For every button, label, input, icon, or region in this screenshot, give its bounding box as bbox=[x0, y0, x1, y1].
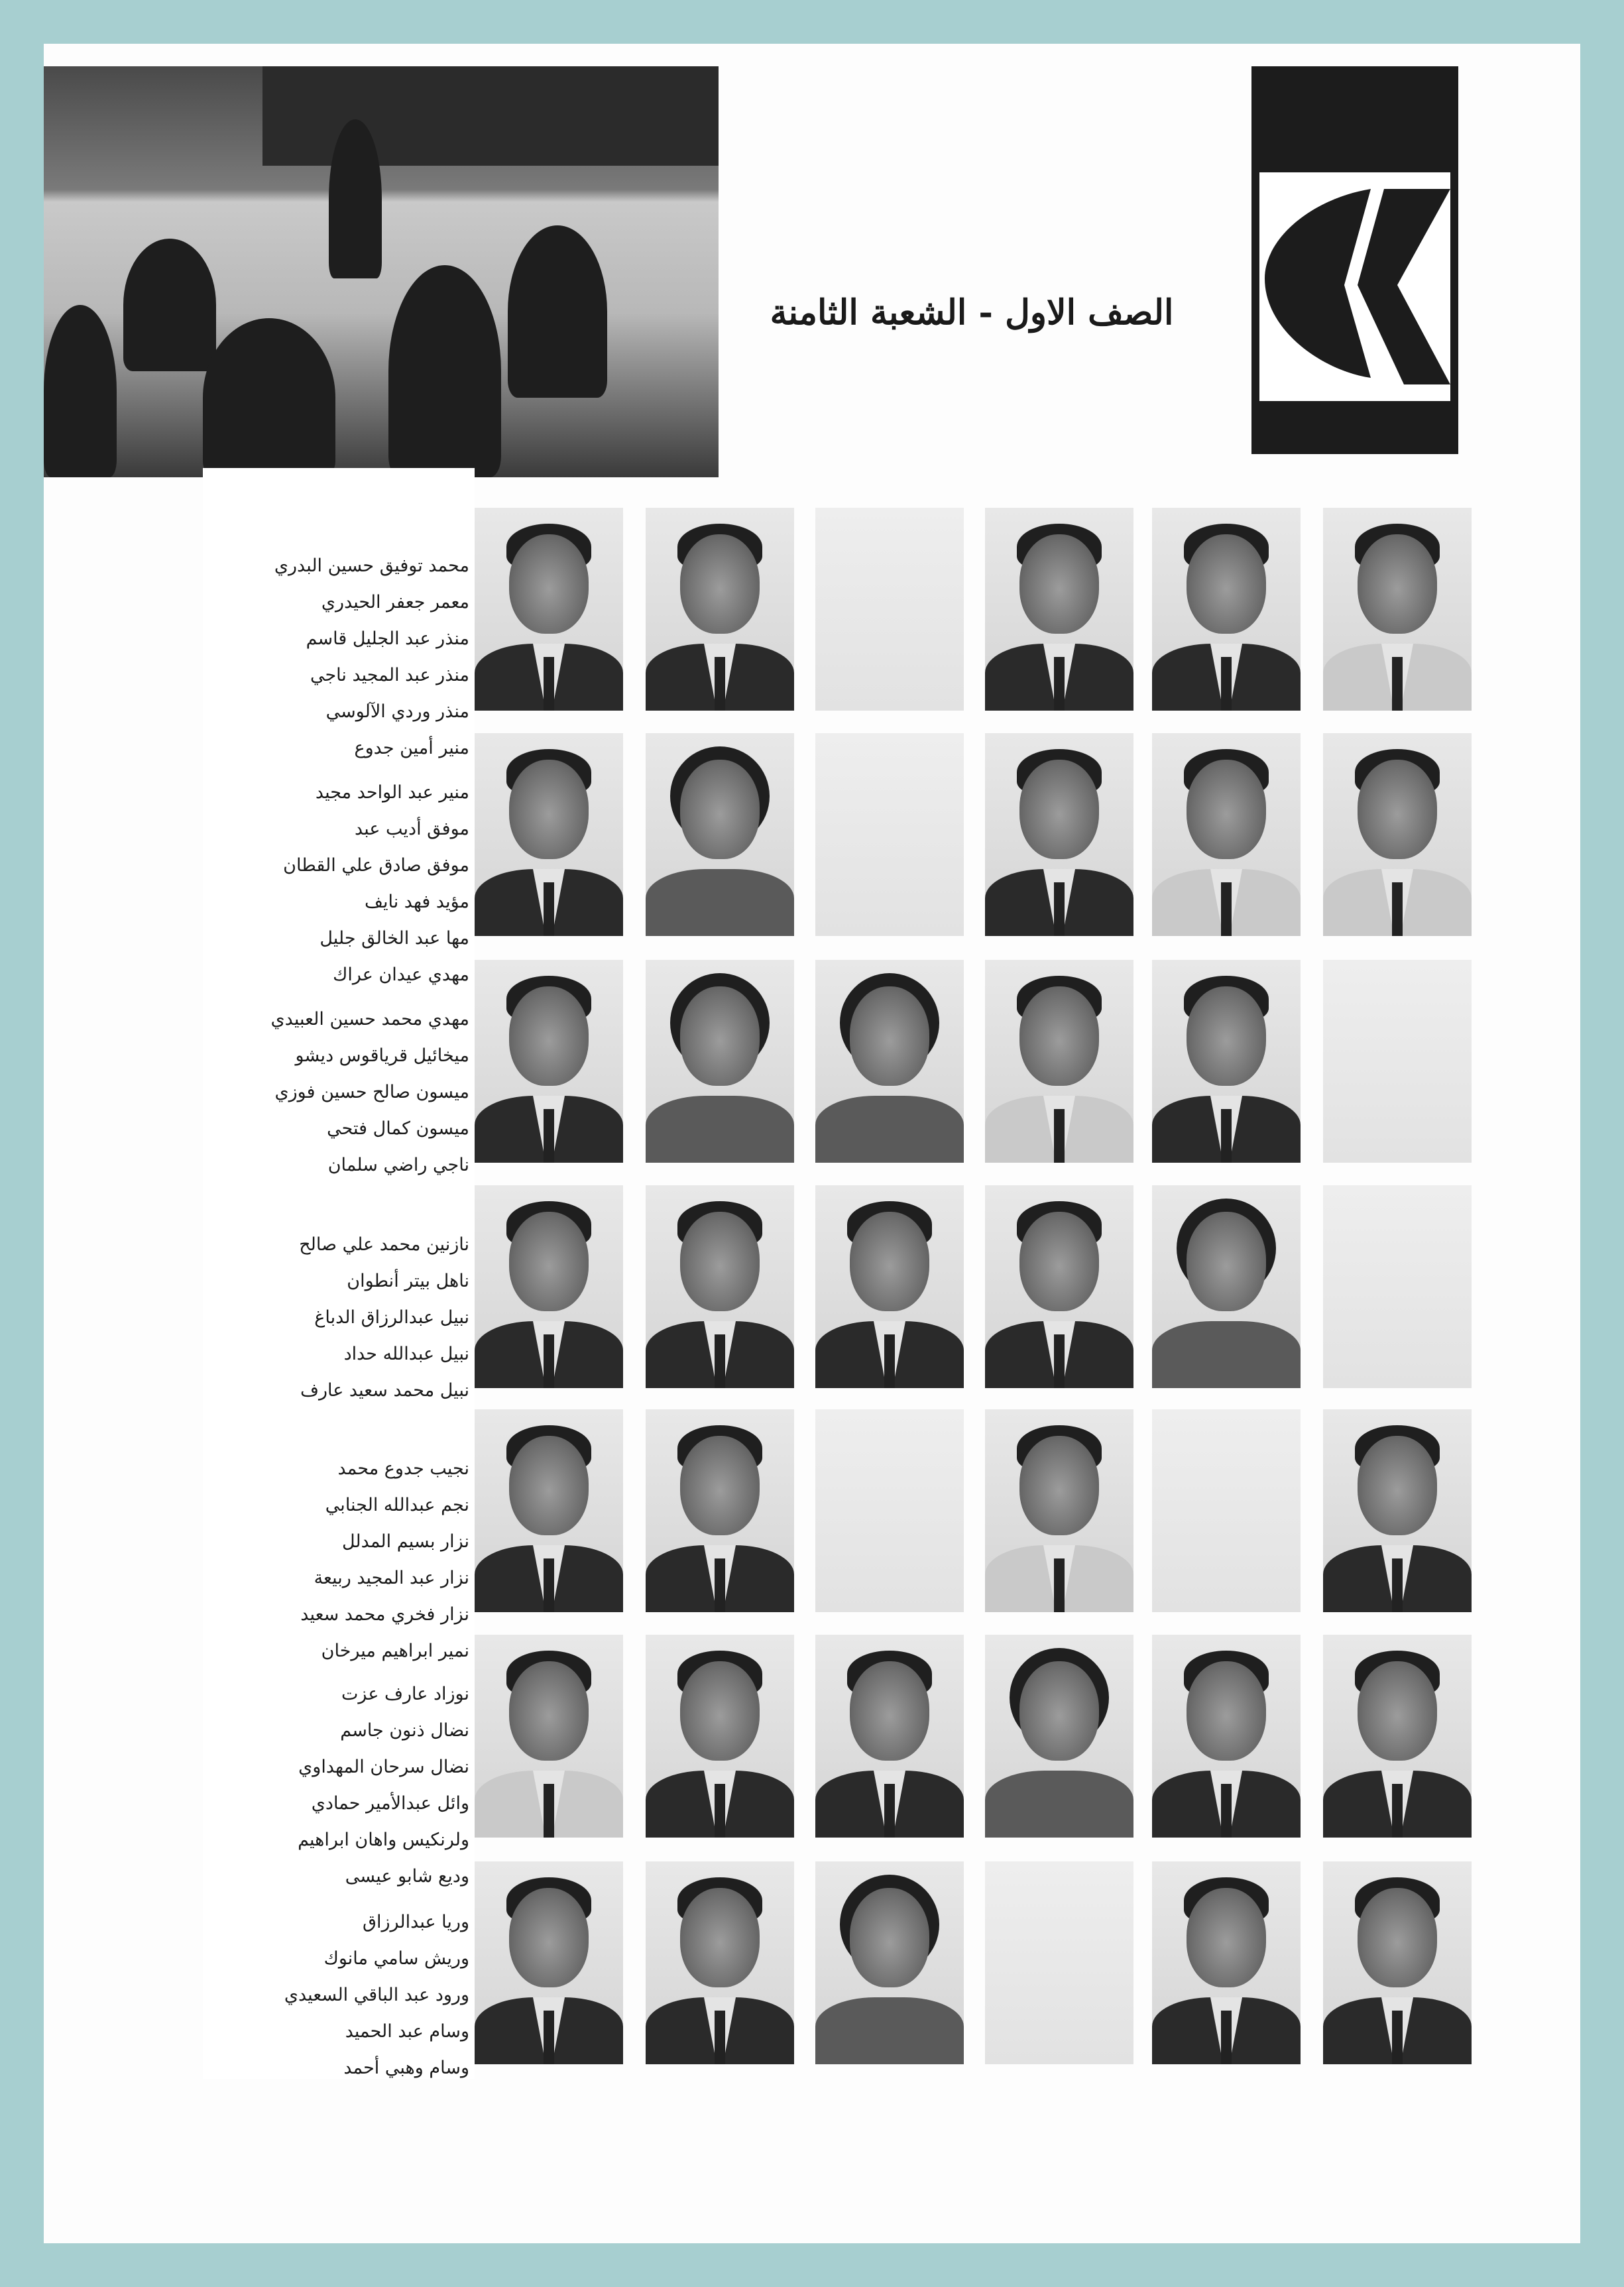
school-logo bbox=[1251, 66, 1458, 454]
student-name: نجم عبدالله الجنابي bbox=[325, 1495, 469, 1515]
student-name: نزار فخري محمد سعيد bbox=[300, 1604, 469, 1625]
student-portrait bbox=[815, 1861, 964, 2064]
student-name: منذر عبد المجيد ناجي bbox=[310, 665, 469, 685]
student-name: وريش سامي مانوك bbox=[323, 1948, 469, 1969]
student-portrait bbox=[1152, 1861, 1301, 2064]
empty-photo-slot bbox=[1152, 1409, 1301, 1612]
student-name: مهدي محمد حسين العبيدي bbox=[270, 1009, 469, 1029]
student-portrait bbox=[475, 960, 623, 1163]
student-portrait bbox=[1152, 1185, 1301, 1388]
name-group bbox=[203, 774, 475, 993]
student-name: نازنين محمد علي صالح bbox=[299, 1234, 469, 1255]
student-portrait bbox=[475, 508, 623, 711]
student-name: محمد توفيق حسين البدري bbox=[274, 556, 469, 576]
student-name: ميسون كمال فتحي bbox=[327, 1118, 469, 1139]
student-name: وسام عبد الحميد bbox=[345, 2021, 469, 2042]
student-portrait bbox=[646, 1861, 794, 2064]
student-portrait bbox=[646, 1635, 794, 1838]
student-portrait bbox=[1323, 1861, 1472, 2064]
empty-photo-slot bbox=[1323, 1185, 1472, 1388]
blackboard bbox=[262, 66, 719, 166]
student-portrait bbox=[475, 733, 623, 936]
student-portrait bbox=[1152, 733, 1301, 936]
student-name: نضال ذنون جاسم bbox=[340, 1720, 469, 1741]
logo-emblem-icon bbox=[1251, 66, 1458, 454]
student-portrait bbox=[1323, 733, 1472, 936]
student-name: ناهل بيتر أنطوان bbox=[347, 1271, 469, 1291]
student-portrait bbox=[1323, 1635, 1472, 1838]
student-portrait bbox=[646, 733, 794, 936]
student-name: وريا عبدالرزاق bbox=[363, 1912, 469, 1932]
student-portrait bbox=[1152, 1635, 1301, 1838]
student-portrait bbox=[985, 508, 1133, 711]
name-group bbox=[203, 1450, 475, 1669]
student-name: ورود عبد الباقي السعيدي bbox=[284, 1985, 469, 2005]
student-portrait bbox=[1323, 508, 1472, 711]
yearbook-page bbox=[44, 44, 1580, 2243]
student-portrait bbox=[815, 1185, 964, 1388]
name-group bbox=[203, 1676, 475, 1895]
student-name: ميسون صالح حسين فوزي bbox=[274, 1082, 469, 1102]
student-name: نبيل عبدالرزاق الدباغ bbox=[314, 1307, 469, 1328]
student-name: نزار عبد المجيد ربيعة bbox=[314, 1568, 469, 1588]
name-group bbox=[203, 1226, 475, 1409]
empty-photo-slot bbox=[815, 733, 964, 936]
student-name: ميخائيل قرياقوس ديشو bbox=[295, 1045, 469, 1066]
student-name: مهدي عيدان عراك bbox=[333, 965, 469, 985]
student-name: موفق أديب عبد bbox=[355, 819, 469, 839]
student-portrait bbox=[985, 733, 1133, 936]
student-portrait bbox=[646, 1185, 794, 1388]
student-name: ناجي راضي سلمان bbox=[327, 1155, 469, 1175]
name-group bbox=[203, 1904, 475, 2086]
student-portrait bbox=[646, 960, 794, 1163]
student-name: نجيب جدوع محمد bbox=[337, 1458, 469, 1479]
student-portrait bbox=[815, 960, 964, 1163]
student-name: نضال سرحان المهداوي bbox=[298, 1757, 469, 1777]
student-name: وديع شابو عيسى bbox=[345, 1866, 469, 1887]
student-portrait bbox=[985, 1635, 1133, 1838]
student-portrait bbox=[475, 1185, 623, 1388]
classroom-photo bbox=[44, 66, 719, 477]
student-portrait bbox=[1323, 1409, 1472, 1612]
student-name: معمر جعفر الحيدري bbox=[321, 592, 469, 613]
student-portrait bbox=[1152, 508, 1301, 711]
student-portrait bbox=[475, 1861, 623, 2064]
student-portrait bbox=[646, 1409, 794, 1612]
student-name: نمير ابراهيم ميرخان bbox=[321, 1641, 469, 1661]
student-name: ولرنكيس واهان ابراهيم bbox=[298, 1830, 469, 1850]
empty-photo-slot bbox=[985, 1861, 1133, 2064]
student-name: موفق صادق علي القطان bbox=[283, 855, 469, 876]
student-portrait bbox=[815, 1635, 964, 1838]
page-title: الصف الاول - الشعبة الثامنة bbox=[770, 292, 1174, 333]
student-name: وائل عبدالأمير حمادي bbox=[311, 1793, 469, 1814]
student-name: منذر عبد الجليل قاسم bbox=[306, 628, 469, 649]
student-portrait bbox=[1152, 960, 1301, 1163]
student-name: نزار بسيم المدلل bbox=[341, 1531, 469, 1552]
student-name: منير عبد الواحد مجيد bbox=[315, 782, 469, 803]
student-portrait bbox=[985, 1409, 1133, 1612]
student-name: وسام وهبي أحمد bbox=[343, 2058, 469, 2078]
student-portrait bbox=[475, 1409, 623, 1612]
empty-photo-slot bbox=[815, 508, 964, 711]
student-name: نبيل محمد سعيد عارف bbox=[300, 1380, 469, 1401]
student-portrait bbox=[985, 1185, 1133, 1388]
student-name: منير أمين جدوع bbox=[354, 738, 469, 758]
student-portrait bbox=[646, 508, 794, 711]
student-portrait bbox=[985, 960, 1133, 1163]
name-group bbox=[203, 1001, 475, 1183]
student-name: مها عبد الخالق جليل bbox=[319, 928, 469, 949]
student-name: منذر وردي الآلوسي bbox=[325, 701, 469, 722]
student-name: نبيل عبدالله حداد bbox=[343, 1344, 469, 1364]
empty-photo-slot bbox=[1323, 960, 1472, 1163]
student-name: مؤيد فهد نايف bbox=[365, 892, 469, 912]
student-names-column bbox=[203, 468, 475, 2079]
student-portrait bbox=[475, 1635, 623, 1838]
empty-photo-slot bbox=[815, 1409, 964, 1612]
student-name: نوزاد عارف عزت bbox=[341, 1684, 469, 1704]
name-group bbox=[203, 548, 475, 766]
